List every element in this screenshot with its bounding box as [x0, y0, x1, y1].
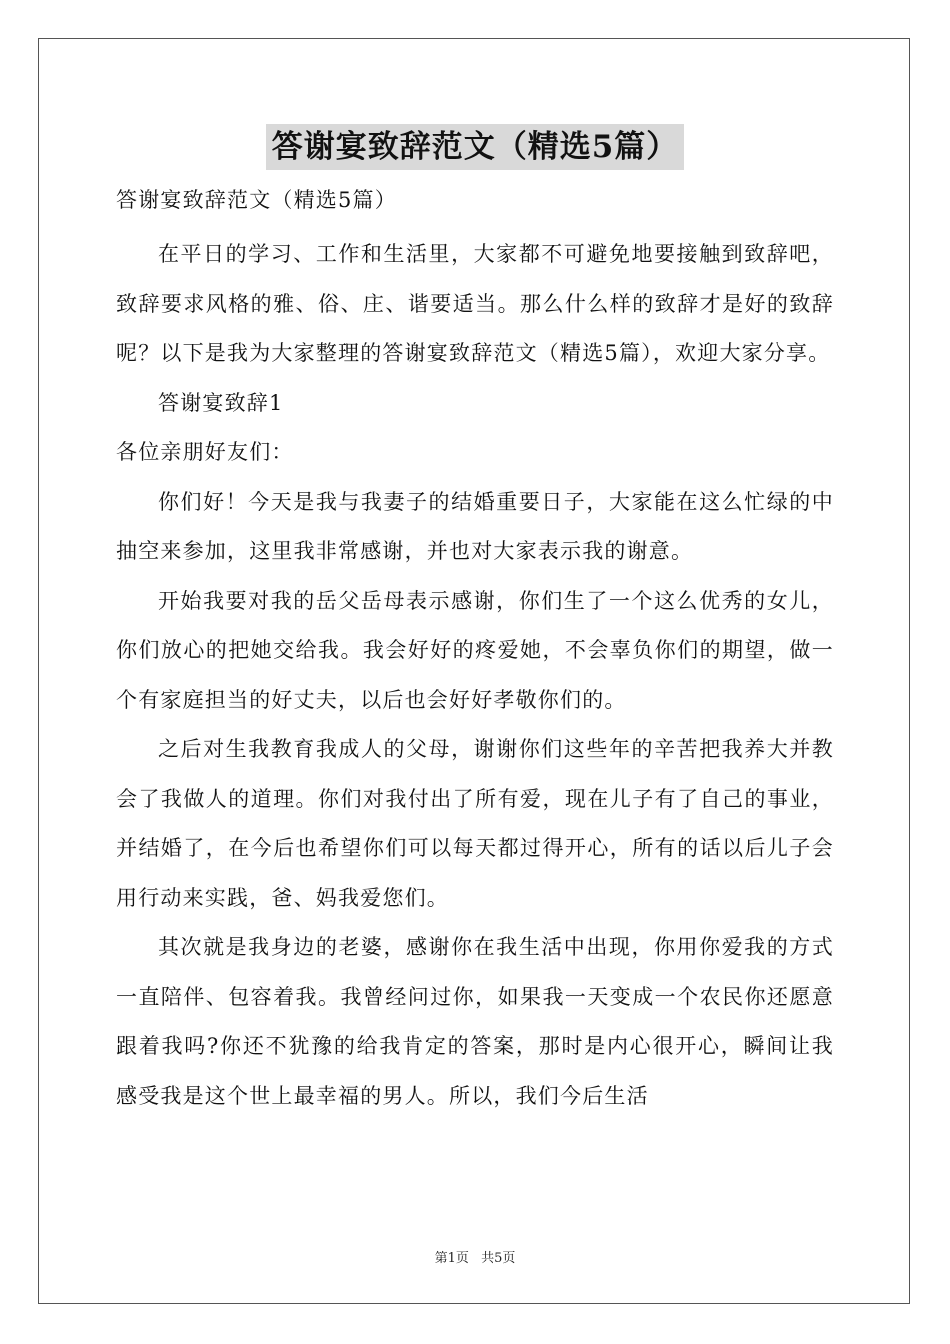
paragraph: 开始我要对我的岳父岳母表示感谢，你们生了一个这么优秀的女儿，你们放心的把她交给我。我会好好的疼爱她，不会辜负你们的期望，做一个有家庭担当的好丈夫，以后也会好好孝敬你们的。 — [116, 588, 834, 712]
section-heading: 答谢宴致辞1 — [158, 390, 284, 415]
page-footer — [0, 1247, 950, 1266]
document-body — [116, 182, 834, 1121]
paragraph: 你们好！今天是我与我妻子的结婚重要日子，大家能在这么忙绿的中抽空来参加，这里我非常感谢，并也对大家表示我的谢意。 — [116, 489, 834, 563]
document-title: 答谢宴致辞范文（精选5篇） — [266, 124, 685, 170]
paragraph: 之后对生我教育我成人的父母，谢谢你们这些年的辛苦把我养大并教会了我做人的道理。你们对我付出了所有爱，现在儿子有了自己的事业，并结婚了，在今后也希望你们可以每天都过得开心，所有的话以后儿子会用行动来实践，爸、妈我爱您们。 — [116, 737, 834, 910]
page-total: 共5页 — [481, 1251, 516, 1266]
paragraph-intro: 在平日的学习、工作和生活里，大家都不可避免地要接触到致辞吧，致辞要求风格的雅、俗、庄、谐要适当。那么什么样的致辞才是好的致辞呢？以下是我为大家整理的答谢宴致辞范文（精选5篇），欢迎大家分享。 — [116, 242, 834, 365]
paragraph: 其次就是我身边的老婆，感谢你在我生活中出现，你用你爱我的方式一直陪伴、包容着我。我曾经问过你，如果我一天变成一个农民你还愿意跟着我吗?你还不犹豫的给我肯定的答案，那时是内心很开心，瞬间让我感受我是这个世上最幸福的男人。所以，我们今后生活 — [116, 935, 834, 1108]
title-container — [0, 124, 950, 170]
salutation: 各位亲朋好友们： — [116, 440, 294, 464]
document-subtitle: 答谢宴致辞范文（精选5篇） — [116, 188, 397, 212]
page-number: 第1页 — [434, 1251, 469, 1266]
